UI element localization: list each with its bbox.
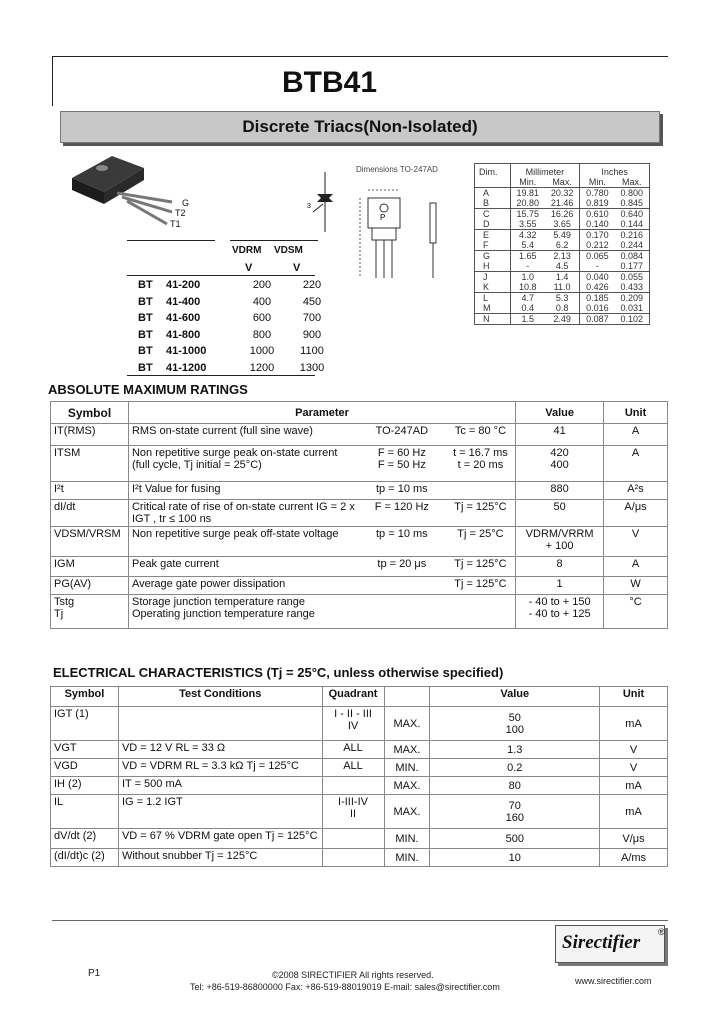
dim-value: 19.81 [510,188,545,199]
dim-value: 0.185 [580,293,615,304]
ec-condition: VD = 12 V RL = 33 Ω [118,741,322,759]
dim-value: 0.040 [580,272,615,283]
ec-h-symbol: Symbol [51,687,119,707]
contact-info: Tel: +86-519-86800000 Fax: +86-519-88019019 E-mail: sales@sirectifier.com [190,982,500,992]
ec-condition [118,707,322,741]
amr-cond2: Tj = 125°C [446,500,516,527]
ec-row [51,777,668,795]
amr-value: 420 400 [516,446,604,482]
dim-value: 0.212 [580,240,615,251]
vdsm-header: VDSM [274,245,303,256]
amr-row [51,482,668,500]
ec-h-unit: Unit [600,687,668,707]
dim-row [475,219,650,230]
mm-max: Max. [552,177,572,187]
amr-param: Storage junction temperature range Operating junction temperature range [128,595,357,629]
ec-row [51,707,668,741]
amr-symbol: Tstg Tj [51,595,129,629]
dim-row [475,293,650,304]
part-row [138,310,336,327]
top-rule-left [52,56,53,106]
amr-section-title: ABSOLUTE MAXIMUM RATINGS [48,382,248,397]
part-vdrm: 1200 [249,361,275,374]
svg-text:3: 3 [307,203,311,210]
dim-value: 5.3 [555,293,569,303]
dim-value: 0.087 [580,314,615,325]
amr-cond1: F = 120 Hz [358,500,446,527]
dim-row [475,314,650,325]
vdrm-header: VDRM [232,245,262,256]
part-vdrm: 800 [252,328,272,341]
dimension-table [474,163,650,325]
in-max: Max. [622,177,642,187]
ec-limit: MAX. [384,777,430,795]
mm-header: Millimeter [510,164,580,178]
ec-symbol: IH (2) [51,777,119,795]
dim-value: 0.016 [580,303,615,314]
amr-cond2: t = 16.7 ms t = 20 ms [446,446,516,482]
ec-value: 80 [430,777,600,795]
ec-row [51,741,668,759]
ec-quadrant [322,829,384,849]
ec-limit: MAX. [384,795,430,829]
ec-section-title: ELECTRICAL CHARACTERISTICS (Tj = 25°C, unless otherwise specified) [53,665,504,680]
inch-header: Inches [580,164,650,178]
ec-table [50,686,668,867]
dim-value: 5.4 [510,240,545,251]
dim-value: 20.80 [510,198,545,209]
part-number-table [138,277,336,376]
ec-unit: A/ms [600,849,668,867]
amr-value: - 40 to + 150 - 40 to + 125 [516,595,604,629]
amr-cond2: Tc = 80 °C [446,424,516,446]
ec-h-cond: Test Conditions [118,687,322,707]
part-vdrm: 400 [252,295,272,308]
amr-cond1 [358,595,446,629]
amr-row [51,446,668,482]
part-vdsm: 450 [302,295,322,308]
dim-value: 1.0 [510,272,545,283]
dim-value: 0.845 [620,198,644,208]
ec-condition: VD = 67 % VDRM gate open Tj = 125°C [118,829,322,849]
dim-row [475,261,650,272]
dim-value: 0.610 [580,209,615,220]
part-prefix: BT [138,312,153,325]
part-vdrm: 200 [252,279,272,292]
dim-letter: E [483,230,490,240]
dim-value: 0.084 [620,251,644,261]
dim-letter: L [483,293,489,303]
ec-condition: Without snubber Tj = 125°C [118,849,322,867]
part-vdsm: 1100 [300,345,324,358]
part-prefix: BT [138,279,153,292]
ec-quadrant: ALL [322,759,384,777]
dim-value: 11.0 [553,282,571,292]
part-table-rule [127,240,215,241]
registered-mark: ® [658,927,665,937]
ec-limit: MIN. [384,759,430,777]
dim-letter: C [483,209,490,219]
part-row [138,343,336,360]
dim-row [475,230,650,241]
part-number: 41-1200 [166,361,207,374]
page-title: BTB41 [282,66,378,99]
ec-h-value: Value [430,687,600,707]
amr-row [51,424,668,446]
dim-value: 1.65 [510,251,545,262]
dim-value: 16.26 [550,209,574,219]
dim-letter: A [483,188,490,198]
dim-value: 0.177 [620,261,644,271]
dim-value: 0.433 [620,282,644,292]
ec-quadrant [322,849,384,867]
amr-cond2: Tj = 125°C [446,577,516,595]
outline-label: Dimensions TO-247AD [356,165,438,174]
subtitle-banner: Discrete Triacs(Non-Isolated) [60,111,660,143]
ec-quadrant: I-III-IV II [322,795,384,829]
amr-symbol: dI/dt [51,500,129,527]
amr-value: 1 [516,577,604,595]
ec-value: 50 100 [430,707,600,741]
dim-row [475,303,650,314]
ec-limit: MAX. [384,741,430,759]
dim-value: 0.4 [510,303,545,314]
ec-unit: V [600,759,668,777]
amr-symbol: I²t [51,482,129,500]
part-row [138,327,336,344]
dim-row [475,272,650,283]
dim-value: 0.426 [580,282,615,293]
website: www.sirectifier.com [575,976,652,986]
amr-param: Peak gate current [128,557,357,577]
ec-value: 1.3 [430,741,600,759]
dim-value: 2.13 [553,251,571,261]
part-table-rule-4 [127,375,315,376]
dim-letter: G [483,251,491,261]
dim-row [475,251,650,262]
ec-symbol: dV/dt (2) [51,829,119,849]
dim-letter: K [483,282,490,292]
amr-cond2 [446,595,516,629]
dim-letter: N [483,314,490,324]
amr-value: 880 [516,482,604,500]
ec-row [51,849,668,867]
dim-value: 1.5 [510,314,545,325]
part-vdrm: 600 [252,312,272,325]
amr-cond1: tp = 10 ms [358,482,446,500]
ec-h-quad: Quadrant [322,687,384,707]
copyright: ©2008 SIRECTIFIER All rights reserved. [272,970,434,980]
ec-quadrant [322,777,384,795]
dim-letter: H [483,261,490,271]
dim-value: 15.75 [510,209,545,220]
amr-row [51,527,668,557]
ec-value: 70 160 [430,795,600,829]
amr-cond1: TO-247AD [358,424,446,446]
dim-header: Dim. [479,167,498,177]
dim-value: 0.209 [620,293,644,303]
part-vdsm: 700 [302,312,322,325]
pin-label-t1: T1 [170,219,181,229]
part-vdsm: 1300 [299,361,325,374]
dim-row [475,198,650,209]
amr-cond1: F = 60 Hz F = 50 Hz [358,446,446,482]
part-row [138,294,336,311]
part-prefix: BT [138,295,153,308]
amr-unit: A²s [604,482,668,500]
amr-unit: A [604,557,668,577]
amr-param: Non repetitive surge peak off-state voltage [128,527,357,557]
amr-cond1 [358,577,446,595]
amr-row [51,500,668,527]
amr-h-unit: Unit [604,402,668,424]
dim-value: 0.144 [620,219,644,229]
mm-min: Min. [510,177,545,188]
unit-v1: V [245,262,253,274]
dim-value: 1.4 [555,272,569,282]
amr-symbol: IGM [51,557,129,577]
part-prefix: BT [138,345,153,358]
dim-row [475,209,650,220]
part-number: 41-1000 [166,345,207,358]
amr-param: I²t Value for fusing [128,482,357,500]
ec-symbol: IGT (1) [51,707,119,741]
dim-value: 3.55 [510,219,545,230]
part-prefix: BT [138,361,153,374]
ec-condition: IG = 1.2 IGT [118,795,322,829]
amr-value: 41 [516,424,604,446]
amr-param: Critical rate of rise of on-state current IG = 2 x IGT , tr ≤ 100 ns [128,500,357,527]
outline-drawing [350,178,450,288]
amr-param: Non repetitive surge peak on-state current (full cycle, Tj initial = 25°C) [128,446,357,482]
dim-value: - [580,261,615,272]
amr-value: 8 [516,557,604,577]
triac-symbol-icon [305,172,345,232]
ec-limit: MIN. [384,829,430,849]
part-row [138,360,336,377]
amr-cond1: tp = 10 ms [358,527,446,557]
dim-value: 6.2 [555,240,569,250]
ec-row [51,829,668,849]
part-table-rule-2 [230,240,318,241]
ec-unit: V/μs [600,829,668,849]
dim-value: 0.102 [620,314,644,324]
amr-unit: A/μs [604,500,668,527]
amr-h-symbol: Symbol [51,402,129,424]
part-number: 41-400 [166,295,201,308]
amr-unit: W [604,577,668,595]
amr-unit: V [604,527,668,557]
part-number: 41-600 [166,312,201,325]
pin-label-g: G [182,198,190,208]
dim-value: 2.49 [553,314,571,324]
dim-letter: M [483,303,491,313]
ec-unit: mA [600,795,668,829]
dim-letter: F [483,240,489,250]
amr-row [51,595,668,629]
dim-value: 0.170 [580,230,615,241]
amr-unit: A [604,424,668,446]
amr-value: VDRM/VRRM + 100 [516,527,604,557]
dim-value: 0.819 [580,198,615,209]
amr-param: Average gate power dissipation [128,577,357,595]
amr-symbol: VDSM/VRSM [51,527,129,557]
ec-limit: MIN. [384,849,430,867]
dim-value: 0.800 [620,188,644,198]
dim-letter: J [483,272,488,282]
dim-value: 0.055 [620,272,644,282]
dim-row [475,188,650,199]
dim-value: 0.065 [580,251,615,262]
amr-unit: A [604,446,668,482]
part-vdrm: 1000 [249,345,275,358]
ec-limit: MAX. [384,707,430,741]
dim-value: 0.780 [580,188,615,199]
dim-letter: D [483,219,490,229]
dim-value: 0.8 [555,303,569,313]
amr-h-param: Parameter [128,402,515,424]
dim-value: 4.32 [510,230,545,241]
dim-value: 10.8 [510,282,545,293]
amr-symbol: ITSM [51,446,129,482]
in-min: Min. [580,177,615,188]
company-logo: Sirectifier [562,932,641,953]
amr-cond2: Tj = 125°C [446,557,516,577]
package-image [62,148,202,238]
part-table-rule-3 [127,275,315,276]
amr-h-value: Value [516,402,604,424]
ec-row [51,759,668,777]
ec-unit: V [600,741,668,759]
part-vdsm: 900 [302,328,322,341]
dim-value: 0.031 [620,303,644,313]
ec-quadrant: ALL [322,741,384,759]
part-prefix: BT [138,328,153,341]
dim-value: 20.32 [550,188,574,198]
ec-unit: mA [600,777,668,795]
dim-value: 4.5 [555,261,569,271]
amr-symbol: PG(AV) [51,577,129,595]
amr-value: 50 [516,500,604,527]
amr-cond1: tp = 20 μs [358,557,446,577]
part-number: 41-800 [166,328,201,341]
dim-value: 0.640 [620,209,644,219]
ec-value: 0.2 [430,759,600,777]
ec-symbol: (dI/dt)c (2) [51,849,119,867]
ec-symbol: VGD [51,759,119,777]
part-vdsm: 220 [302,279,322,292]
dim-value: 0.140 [580,219,615,230]
amr-row [51,577,668,595]
ec-symbol: VGT [51,741,119,759]
ec-symbol: IL [51,795,119,829]
dim-value: 5.49 [553,230,571,240]
dim-value: - [510,261,545,272]
amr-cond2: Tj = 25°C [446,527,516,557]
ec-row [51,795,668,829]
dim-row [475,282,650,293]
dim-value: 0.244 [620,240,644,250]
amr-table [50,401,668,629]
ec-value: 10 [430,849,600,867]
svg-text:P: P [380,213,386,222]
ec-value: 500 [430,829,600,849]
part-number: 41-200 [166,279,201,292]
ec-condition: IT = 500 mA [118,777,322,795]
pin-label-t2: T2 [175,208,186,218]
dim-letter: B [483,198,490,208]
top-rule [52,56,668,57]
dim-value: 4.7 [510,293,545,304]
amr-row [51,557,668,577]
amr-cond2 [446,482,516,500]
ec-condition: VD = VDRM RL = 3.3 kΩ Tj = 125°C [118,759,322,777]
amr-symbol: IT(RMS) [51,424,129,446]
dim-value: 0.216 [620,230,644,240]
dim-row [475,240,650,251]
unit-v2: V [293,262,301,274]
page-number: P1 [88,968,101,979]
ec-unit: mA [600,707,668,741]
dim-value: 3.65 [553,219,571,229]
ec-quadrant: I - II - III IV [322,707,384,741]
part-row [138,277,336,294]
amr-param: RMS on-state current (full sine wave) [128,424,357,446]
footer-rule [52,920,668,921]
amr-unit: °C [604,595,668,629]
dim-value: 21.46 [550,198,574,208]
